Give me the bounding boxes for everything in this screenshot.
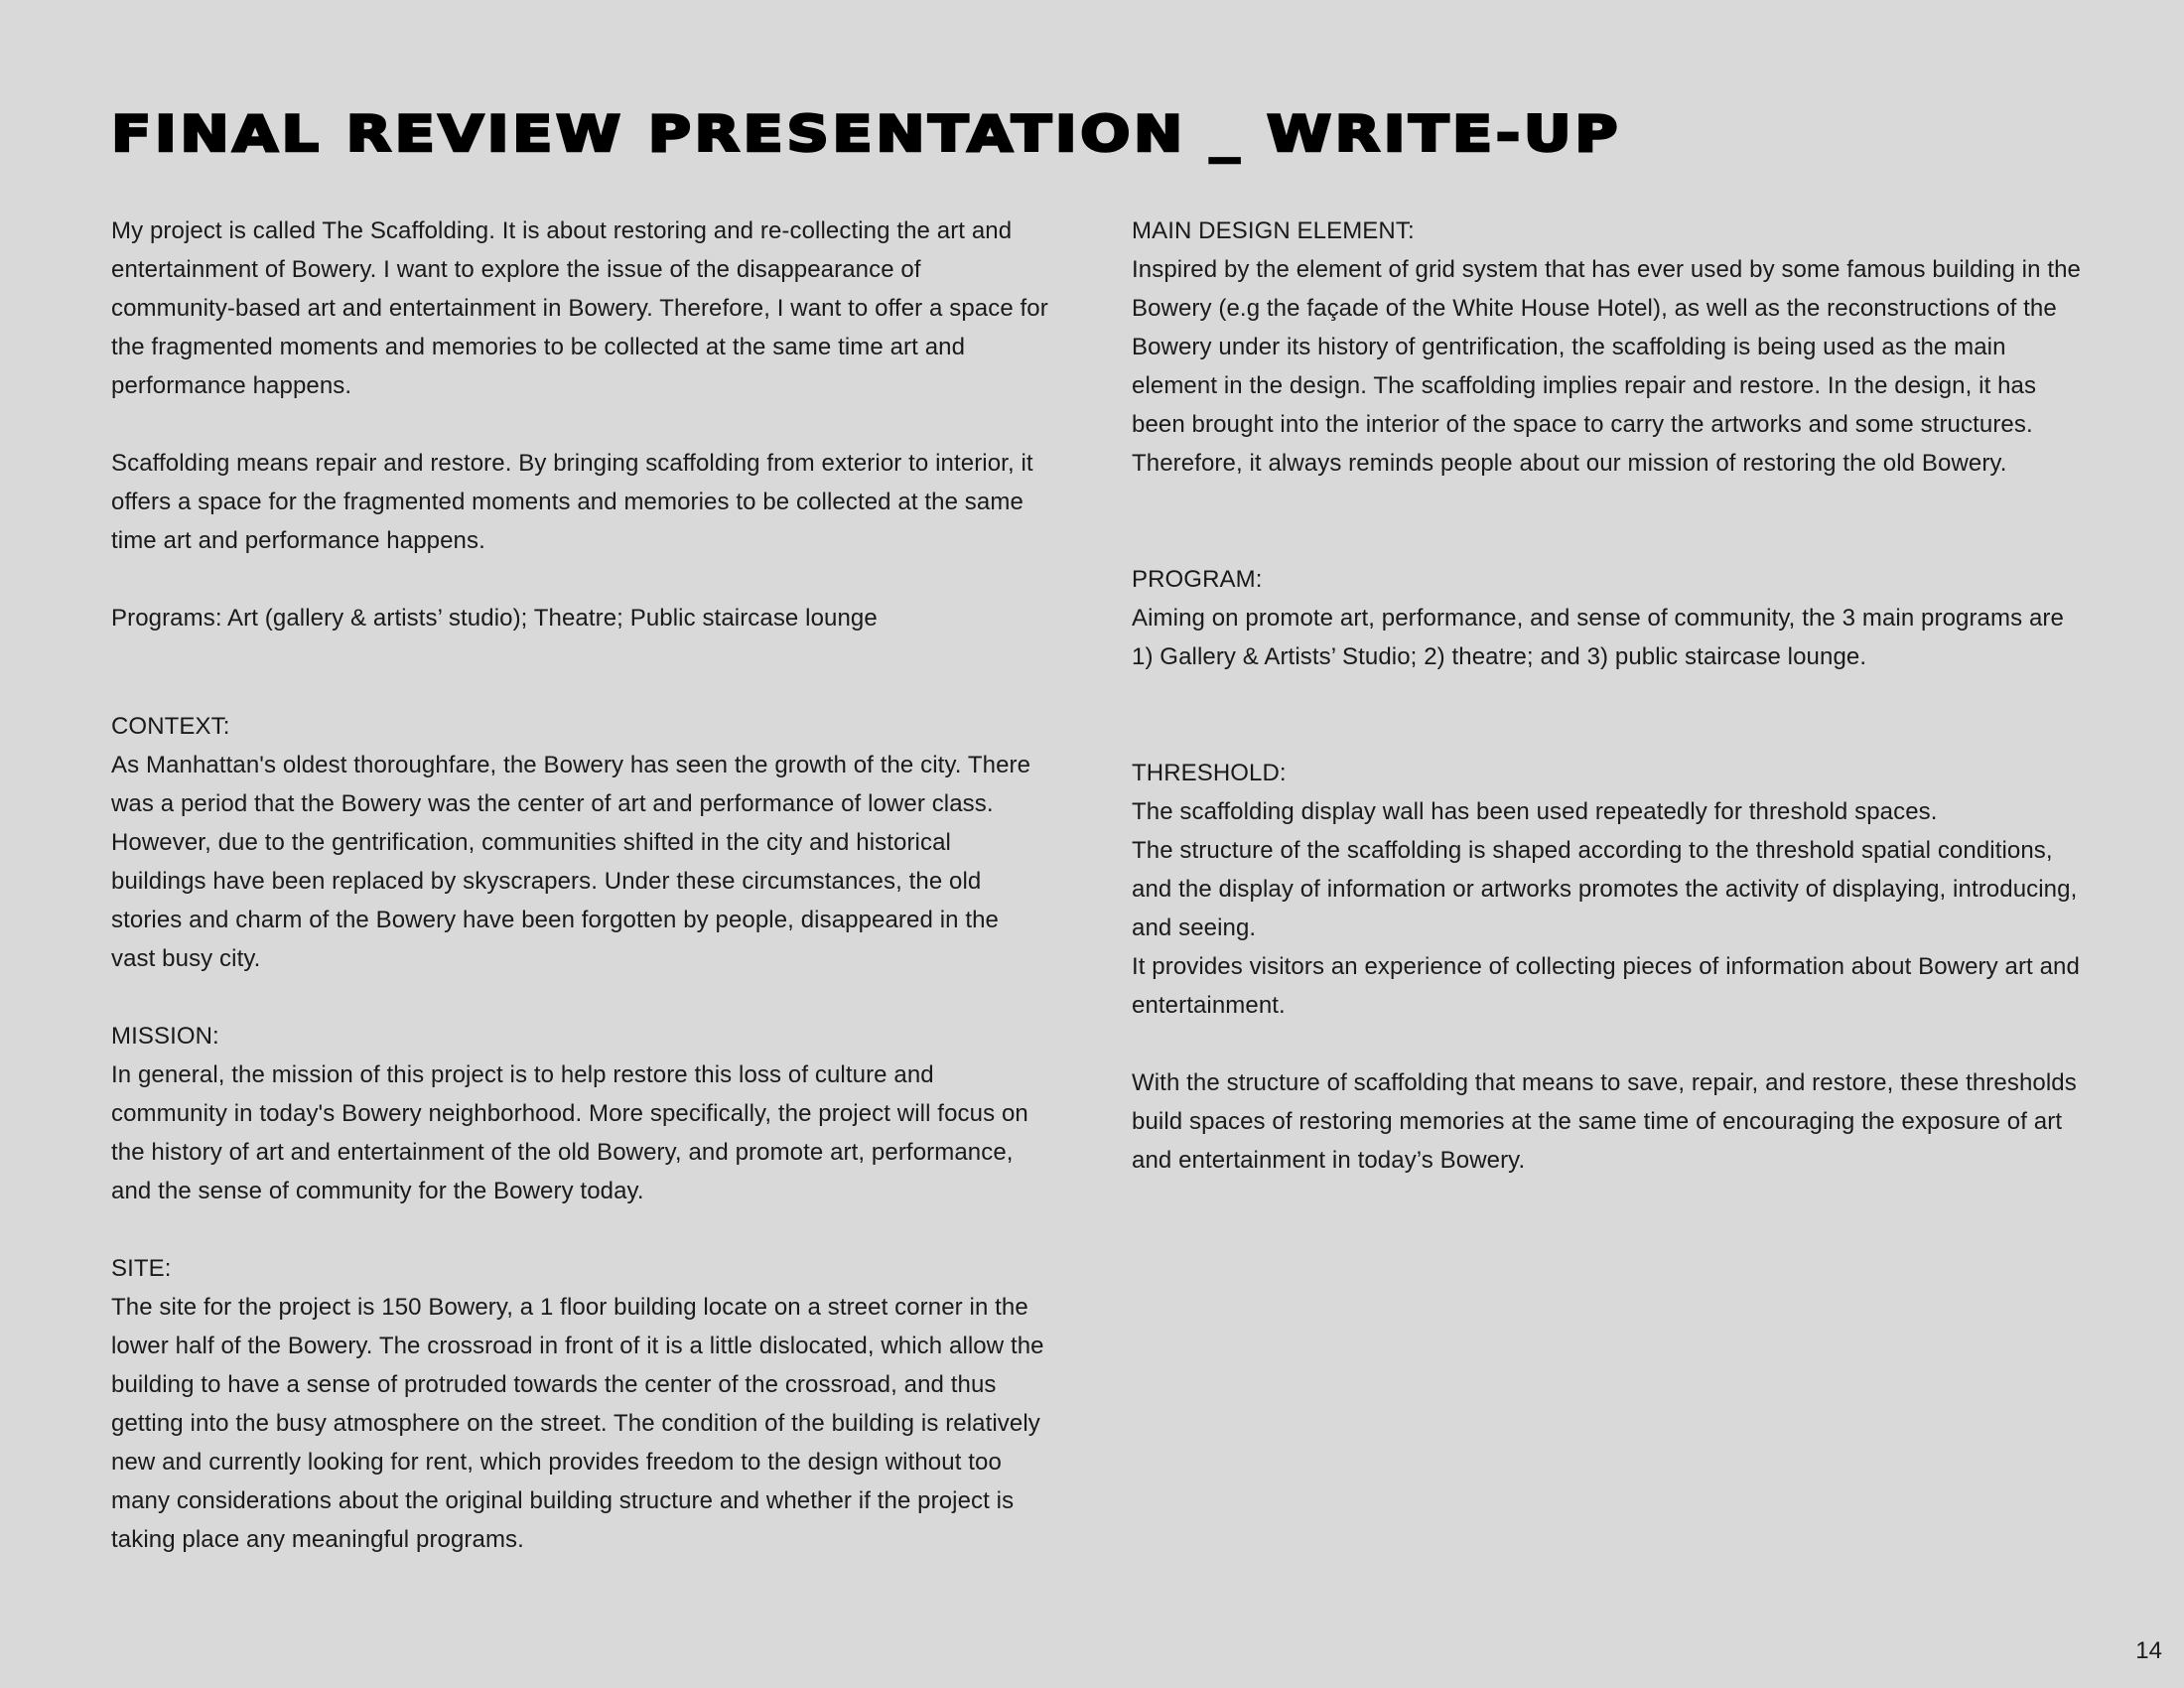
design-paragraph: Inspired by the element of grid system that has ever used by some famous building in the Bowery (e.g the façade of the White House Hotel), as well as the reconstructions of the Bowery under its history of gentrification, the scaffolding is being used as the main element in the design. The scaffolding implies repair and restore. In the design, it has been brought into the interior of the space to carry the artworks and some structures. Therefore, it always reminds people about our mission of restoring the old Bowery.	[1132, 256, 2081, 477]
spacer	[111, 560, 1049, 599]
threshold-heading: THRESHOLD:	[1132, 760, 1287, 786]
page-title: FINAL REVIEW PRESENTATION _ WRITE-UP	[111, 105, 1622, 163]
left-column	[111, 211, 1049, 1559]
mission-paragraph: In general, the mission of this project is to help restore this loss of culture and community in today's Bowery neighborhood. More specifically, the project will focus on the history of art and entertainment of the old Bowery, and promote art, performance, and the sense of community for the Bowery today.	[111, 1061, 1028, 1204]
context-paragraph: As Manhattan's oldest thoroughfare, the Bowery has seen the growth of the city. There was a period that the Bowery was the center of art and performance of lower class. However, due to the gentrification, communities shifted in the city and historical buildings have been replaced by skyscrapers. Under these circumstances, the old stories and charm of the Bowery have been forgotten by people, disappeared in the vast busy city.	[111, 752, 1031, 972]
spacer	[1132, 676, 2085, 754]
spacer	[111, 1210, 1049, 1249]
threshold-line-1: The scaffolding display wall has been used repeatedly for threshold spaces.	[1132, 798, 1938, 825]
programs-line: Programs: Art (gallery & artists’ studio); Theatre; Public staircase lounge	[111, 605, 878, 632]
spacer	[111, 637, 1049, 707]
closing-paragraph: With the structure of scaffolding that means to save, repair, and restore, these thresholds build spaces of restoring memories at the same time of encouraging the exposure of art and entertainment in today’s Bowery.	[1132, 1069, 2077, 1174]
intro-paragraph: My project is called The Scaffolding. It is about restoring and re-collecting the art and entertainment of Bowery. I want to explore the issue of the disappearance of community-based art and entertainment in Bowery. Therefore, I want to offer a space for the fragmented moments and memories to be collected at the same time art and performance happens.	[111, 217, 1048, 399]
context-heading: CONTEXT:	[111, 713, 230, 740]
spacer	[111, 978, 1049, 1017]
mission-heading: MISSION:	[111, 1023, 219, 1050]
program-paragraph: Aiming on promote art, performance, and sense of community, the 3 main programs are 1) Gallery & Artists’ Studio; 2) theatre; and 3) public staircase lounge.	[1132, 605, 2064, 670]
site-heading: SITE:	[111, 1255, 172, 1282]
program-heading: PROGRAM:	[1132, 566, 1263, 593]
right-column	[1132, 211, 2085, 1180]
spacer	[1132, 1025, 2085, 1063]
spacer	[111, 405, 1049, 444]
scaffolding-paragraph: Scaffolding means repair and restore. By bringing scaffolding from exterior to interior, it offers a space for the fragmented moments and memories to be collected at the same time art and performance happens.	[111, 450, 1033, 554]
page-number: 14	[2135, 1637, 2162, 1664]
threshold-line-2: The structure of the scaffolding is shaped according to the threshold spatial conditions, and the display of information or artworks promotes the activity of displaying, introducing, and seeing.	[1132, 837, 2078, 941]
design-heading: MAIN DESIGN ELEMENT:	[1132, 217, 1415, 244]
threshold-line-3: It provides visitors an experience of collecting pieces of information about Bowery art and entertainment.	[1132, 953, 2080, 1019]
spacer	[1132, 483, 2085, 560]
site-paragraph: The site for the project is 150 Bowery, a 1 floor building locate on a street corner in the lower half of the Bowery. The crossroad in front of it is a little dislocated, which allow the building to have a sense of protruded towards the center of the crossroad, and thus getting into the busy atmosphere on the street. The condition of the building is relatively new and currently looking for rent, which provides freedom to the design without too many considerations about the original building structure and whether if the project is taking place any meaningful programs.	[111, 1294, 1044, 1553]
